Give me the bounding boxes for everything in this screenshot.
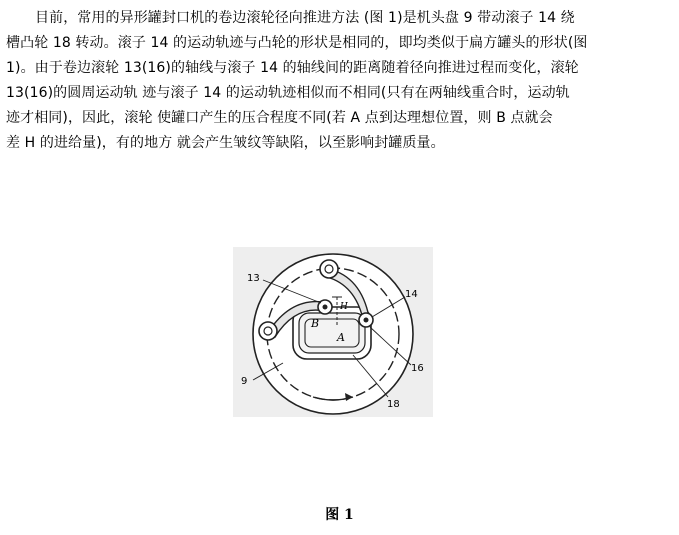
label-B: B [311,317,320,330]
figure-caption: 图 1 [325,507,354,523]
label-14: 14 [405,289,418,300]
label-13: 13 [247,273,260,284]
mechanism-figure [233,247,433,417]
mechanism-diagram [233,247,433,417]
label-18: 18 [387,399,400,410]
label-9: 9 [241,376,248,387]
roller-14-axle [364,318,369,323]
pivot-left-hub [264,327,272,335]
label-H: H [340,302,348,312]
body-paragraph [6,6,674,156]
paragraph-line: 槽凸轮 18 转动。滚子 14 的运动轨迹与凸轮的形状是相同的，即均类似于扁方罐头的形状(图 [6,35,588,51]
pivot-top-hub [325,265,333,273]
paragraph-line: 差 H 的进给量)，有的地方 就会产生皱纹等缺陷，以至影响封罐质量。 [6,135,445,151]
seaming-roller-13-axle [323,305,328,310]
paragraph-line: 13(16)的圆周运动轨 迹与滚子 14 的运动轨迹相似而不相同(只有在两轴线重合时，运动轨 [6,85,570,101]
paragraph-line: 目前，常用的异形罐封口机的卷边滚轮径向推进方法 (图 1)是机头盘 9 带动滚子 14 绕 [35,10,575,26]
label-16: 16 [411,363,424,374]
label-A: A [337,331,345,344]
paragraph-line: 1)。由于卷边滚轮 13(16)的轴线与滚子 14 的轴线间的距离随着径向推进过程而变化，滚轮 [6,60,579,76]
paragraph-line: 迹才相同)，因此，滚轮 使罐口产生的压合程度不同(若 A 点到达理想位置，则 B 点就会 [6,110,553,126]
